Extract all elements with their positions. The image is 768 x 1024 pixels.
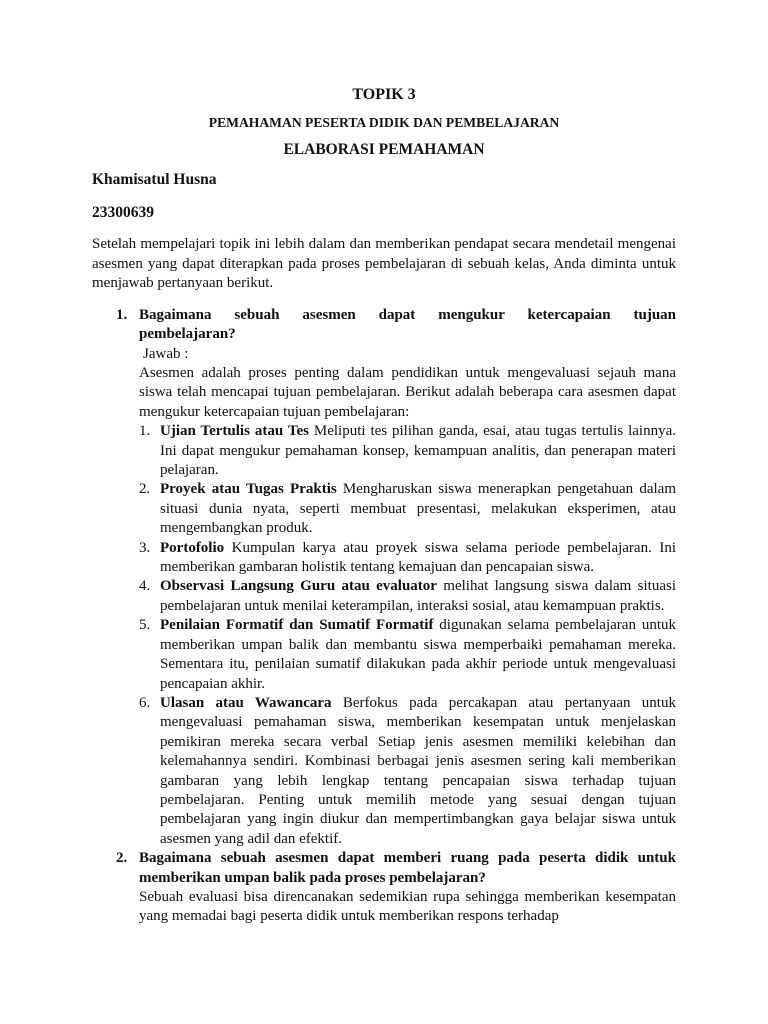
list-item-term: Penilaian Formatif dan Sumatif Formatif	[160, 617, 434, 634]
author-id: 23300639	[92, 204, 154, 221]
list-item	[139, 694, 676, 849]
question-number: 2.	[116, 850, 128, 867]
question-title-line2: pembelajaran?	[139, 326, 236, 343]
list-item-number: 3.	[139, 539, 151, 556]
section-heading: ELABORASI PEMAHAMAN	[283, 141, 485, 158]
list-item-term: Proyek atau Tugas Praktis	[160, 481, 337, 498]
answer-label: Jawab :	[143, 345, 189, 362]
list-item-term: Ujian Tertulis atau Tes	[160, 423, 309, 440]
list-item	[139, 539, 676, 578]
question-title: Bagaimana sebuah asesmen dapat memberi ruang pada peserta didik untuk memberikan umpan balik pada proses pembelajaran?	[139, 850, 676, 886]
list-item-text: melihat langsung siswa dalam situasi pembelajaran untuk menilai keterampilan, interaksi sosial, atau kemampuan praktis.	[160, 578, 676, 614]
question-item	[92, 849, 676, 927]
question-number: 1.	[116, 306, 128, 323]
list-item-number: 4.	[139, 578, 151, 595]
topic-heading: TOPIK 3	[352, 86, 416, 103]
list-item-text: digunakan selama pembelajaran untuk memberikan umpan balik dan membantu siswa memperbaiki pemahaman mereka. Sementara itu, penilaian sumatif dilakukan pada akhir periode untuk mengevaluasi pencapaian akhir.	[160, 617, 676, 692]
list-item-text: Berfokus pada percakapan atau pertanyaan untuk mengevaluasi pemahaman siswa, memberikan kesempatan untuk menjelaskan pemikiran mereka secara verbal Setiap jenis asesmen memiliki kelebihan dan kelemahannya sendiri. Kombinasi berbagai jenis asesmen sering kali memberikan gambaran yang lebih lengkap tentang pencapaian siswa terhadap tujuan pembelajaran. Penting untuk memilih metode yang sesuai dengan tujuan pembelajaran yang ingin diukur dan mempertimbangkan gaya belajar siswa untuk asesmen yang adil dan efektif.	[160, 694, 676, 847]
intro-paragraph: Setelah mempelajari topik ini lebih dalam dan memberikan pendapat secara mendetail mengenai asesmen yang dapat diterapkan pada proses pembelajaran di sebuah kelas, Anda diminta untuk menjawab pertanyaan berikut.	[92, 236, 676, 292]
assessment-method-list	[139, 422, 676, 849]
list-item	[139, 422, 676, 480]
question-title-line1: Bagaimana sebuah asesmen dapat mengukur ketercapaian tujuan	[139, 306, 676, 323]
list-item	[139, 616, 676, 694]
topic-subtitle: PEMAHAMAN PESERTA DIDIK DAN PEMBELAJARAN	[208, 115, 560, 130]
question-list	[92, 306, 676, 927]
answer-intro: Asesmen adalah proses penting dalam pendidikan untuk mengevaluasi sejauh mana siswa telah mencapai tujuan pembelajaran. Berikut adalah beberapa cara asesmen dapat mengukur ketercapaian tujuan pembelajaran:	[139, 365, 676, 420]
list-item-text: Meliputi tes pilihan ganda, esai, atau tugas tertulis lainnya. Ini dapat mengukur pemahaman konsep, kemampuan analitis, dan penerapan materi pelajaran.	[160, 423, 676, 479]
list-item	[139, 480, 676, 538]
list-item-term: Portofolio	[160, 539, 225, 556]
author-name: Khamisatul Husna	[92, 171, 217, 188]
list-item-text: Mengharuskan siswa menerapkan pengetahuan dalam situasi dunia nyata, seperti membuat presentasi, melakukan eksperimen, atau mengembangkan produk.	[160, 481, 676, 537]
question-item	[92, 306, 676, 849]
list-item-number: 5.	[139, 617, 151, 634]
list-item-text: Kumpulan karya atau proyek siswa selama periode pembelajaran. Ini memberikan gambaran holistik tentang kemajuan dan pencapaian siswa.	[160, 539, 676, 576]
list-item-number: 1.	[139, 423, 151, 440]
list-item-term: Ulasan atau Wawancara	[160, 694, 332, 711]
list-item-number: 2.	[139, 481, 151, 498]
list-item	[139, 577, 676, 616]
answer-intro: Sebuah evaluasi bisa direncanakan sedemikian rupa sehingga memberikan kesempatan yang memadai bagi peserta didik untuk memberikan respons terhadap	[139, 888, 676, 925]
list-item-number: 6.	[139, 694, 151, 711]
list-item-term: Observasi Langsung Guru atau evaluator	[160, 578, 437, 595]
